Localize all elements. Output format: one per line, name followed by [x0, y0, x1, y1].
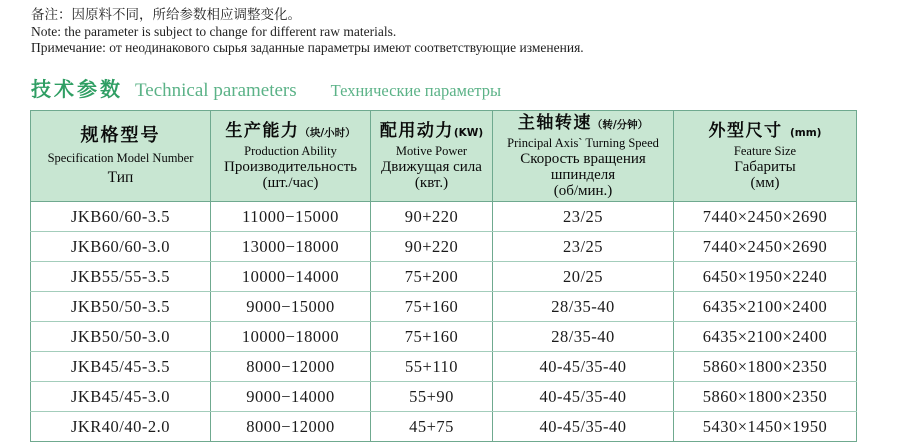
table-cell: 6435×2100×2400 — [674, 322, 857, 352]
table-cell: 55+110 — [371, 352, 493, 382]
table-cell: JKR40/40-2.0 — [31, 412, 211, 442]
header-cell-power — [371, 111, 493, 202]
note-line-ru: Примечание: от неодинакового сырья заданные параметры имеют соответствующие изменения. — [31, 40, 584, 55]
header-zh: 外型尺寸 — [708, 121, 783, 141]
table-cell: 45+75 — [371, 412, 493, 442]
table-row — [31, 262, 857, 292]
table-cell: 11000−15000 — [211, 202, 371, 232]
header-cell-production — [211, 111, 371, 202]
header-zh-unit: （块/小时） — [299, 127, 356, 139]
table-cell: 55+90 — [371, 382, 493, 412]
table-row — [31, 412, 857, 442]
table-cell: JKB60/60-3.5 — [31, 202, 211, 232]
table-cell: 6435×2100×2400 — [674, 292, 857, 322]
table-row — [31, 322, 857, 352]
table-cell: JKB60/60-3.0 — [31, 232, 211, 262]
note-line-en: Note: the parameter is subject to change for different raw materials. — [31, 23, 397, 39]
header-ru-unit: (шт./час) — [262, 175, 319, 191]
header-ru-unit: (об/мин.) — [553, 183, 613, 199]
table-cell: 28/35-40 — [493, 322, 674, 352]
section-title — [31, 73, 501, 102]
table-cell: 5860×1800×2350 — [674, 352, 857, 382]
table-header — [31, 111, 857, 202]
table-cell: 40-45/35-40 — [493, 352, 674, 382]
section-title-en: Technical parameters — [135, 80, 297, 101]
table-cell: 9000−15000 — [211, 292, 371, 322]
table-cell: 75+160 — [371, 322, 493, 352]
header-en: Production Ability — [244, 144, 337, 158]
header-ru: Габариты — [734, 159, 796, 175]
table-row — [31, 202, 857, 232]
note-line-zh: 备注：因原料不同，所给参数相应调整变化。 — [31, 7, 301, 22]
table-row — [31, 382, 857, 412]
table-cell: 28/35-40 — [493, 292, 674, 322]
table-cell: 6450×1950×2240 — [674, 262, 857, 292]
table-row — [31, 352, 857, 382]
table-cell: 90+220 — [371, 202, 493, 232]
table-cell: 40-45/35-40 — [493, 382, 674, 412]
table-cell: 23/25 — [493, 202, 674, 232]
table-cell: 8000−12000 — [211, 352, 371, 382]
table-cell: JKB50/50-3.0 — [31, 322, 211, 352]
header-cell-model — [31, 111, 211, 202]
table-cell: 20/25 — [493, 262, 674, 292]
table-cell: JKB50/50-3.5 — [31, 292, 211, 322]
table-cell: 7440×2450×2690 — [674, 202, 857, 232]
header-cell-size — [674, 111, 857, 202]
header-en: Specification Model Number — [47, 150, 194, 165]
section-title-ru: Технические параметры — [330, 81, 502, 100]
header-ru: Производительность — [224, 159, 357, 175]
header-ru: Тип — [107, 168, 134, 186]
table-cell: 90+220 — [371, 232, 493, 262]
table-cell: 13000−18000 — [211, 232, 371, 262]
header-zh: 规格型号 — [80, 124, 161, 146]
header-en: Principal Axis` Turning Speed — [507, 136, 659, 150]
table-cell: 10000−18000 — [211, 322, 371, 352]
table-cell: 75+200 — [371, 262, 493, 292]
table-cell: 7440×2450×2690 — [674, 232, 857, 262]
header-zh-unit: （转/分钟） — [591, 119, 649, 131]
table-row — [31, 232, 857, 262]
header-ru-unit: (мм) — [750, 175, 780, 191]
table-cell: 9000−14000 — [211, 382, 371, 412]
header-ru: Движущая сила — [381, 159, 482, 175]
table-cell: 23/25 — [493, 232, 674, 262]
header-zh: 生产能力 — [225, 121, 300, 141]
header-ru-unit: (квт.) — [414, 175, 449, 191]
notes-block — [31, 7, 584, 57]
header-cell-speed — [493, 111, 674, 202]
table-cell: JKB45/45-3.0 — [31, 382, 211, 412]
table-cell: JKB55/55-3.5 — [31, 262, 211, 292]
header-en: Motive Power — [395, 144, 468, 158]
table-cell: 8000−12000 — [211, 412, 371, 442]
table-cell: 10000−14000 — [211, 262, 371, 292]
header-en: Feature Size — [733, 144, 797, 158]
table-cell: 5860×1800×2350 — [674, 382, 857, 412]
parameters-table — [30, 110, 857, 442]
table-row — [31, 292, 857, 322]
header-zh: 配用动力 — [379, 121, 454, 141]
header-zh-unit: (mm) — [789, 127, 822, 139]
table-cell: 5430×1450×1950 — [674, 412, 857, 442]
table-cell: JKB45/45-3.5 — [31, 352, 211, 382]
header-zh: 主轴转速 — [517, 113, 592, 133]
header-ru: Скорость вращения шпинделя — [520, 151, 646, 183]
table-cell: 40-45/35-40 — [493, 412, 674, 442]
table-body — [31, 202, 857, 442]
header-zh-unit: (KW) — [453, 127, 484, 139]
table-cell: 75+160 — [371, 292, 493, 322]
section-title-zh: 技术参数 — [31, 77, 123, 101]
